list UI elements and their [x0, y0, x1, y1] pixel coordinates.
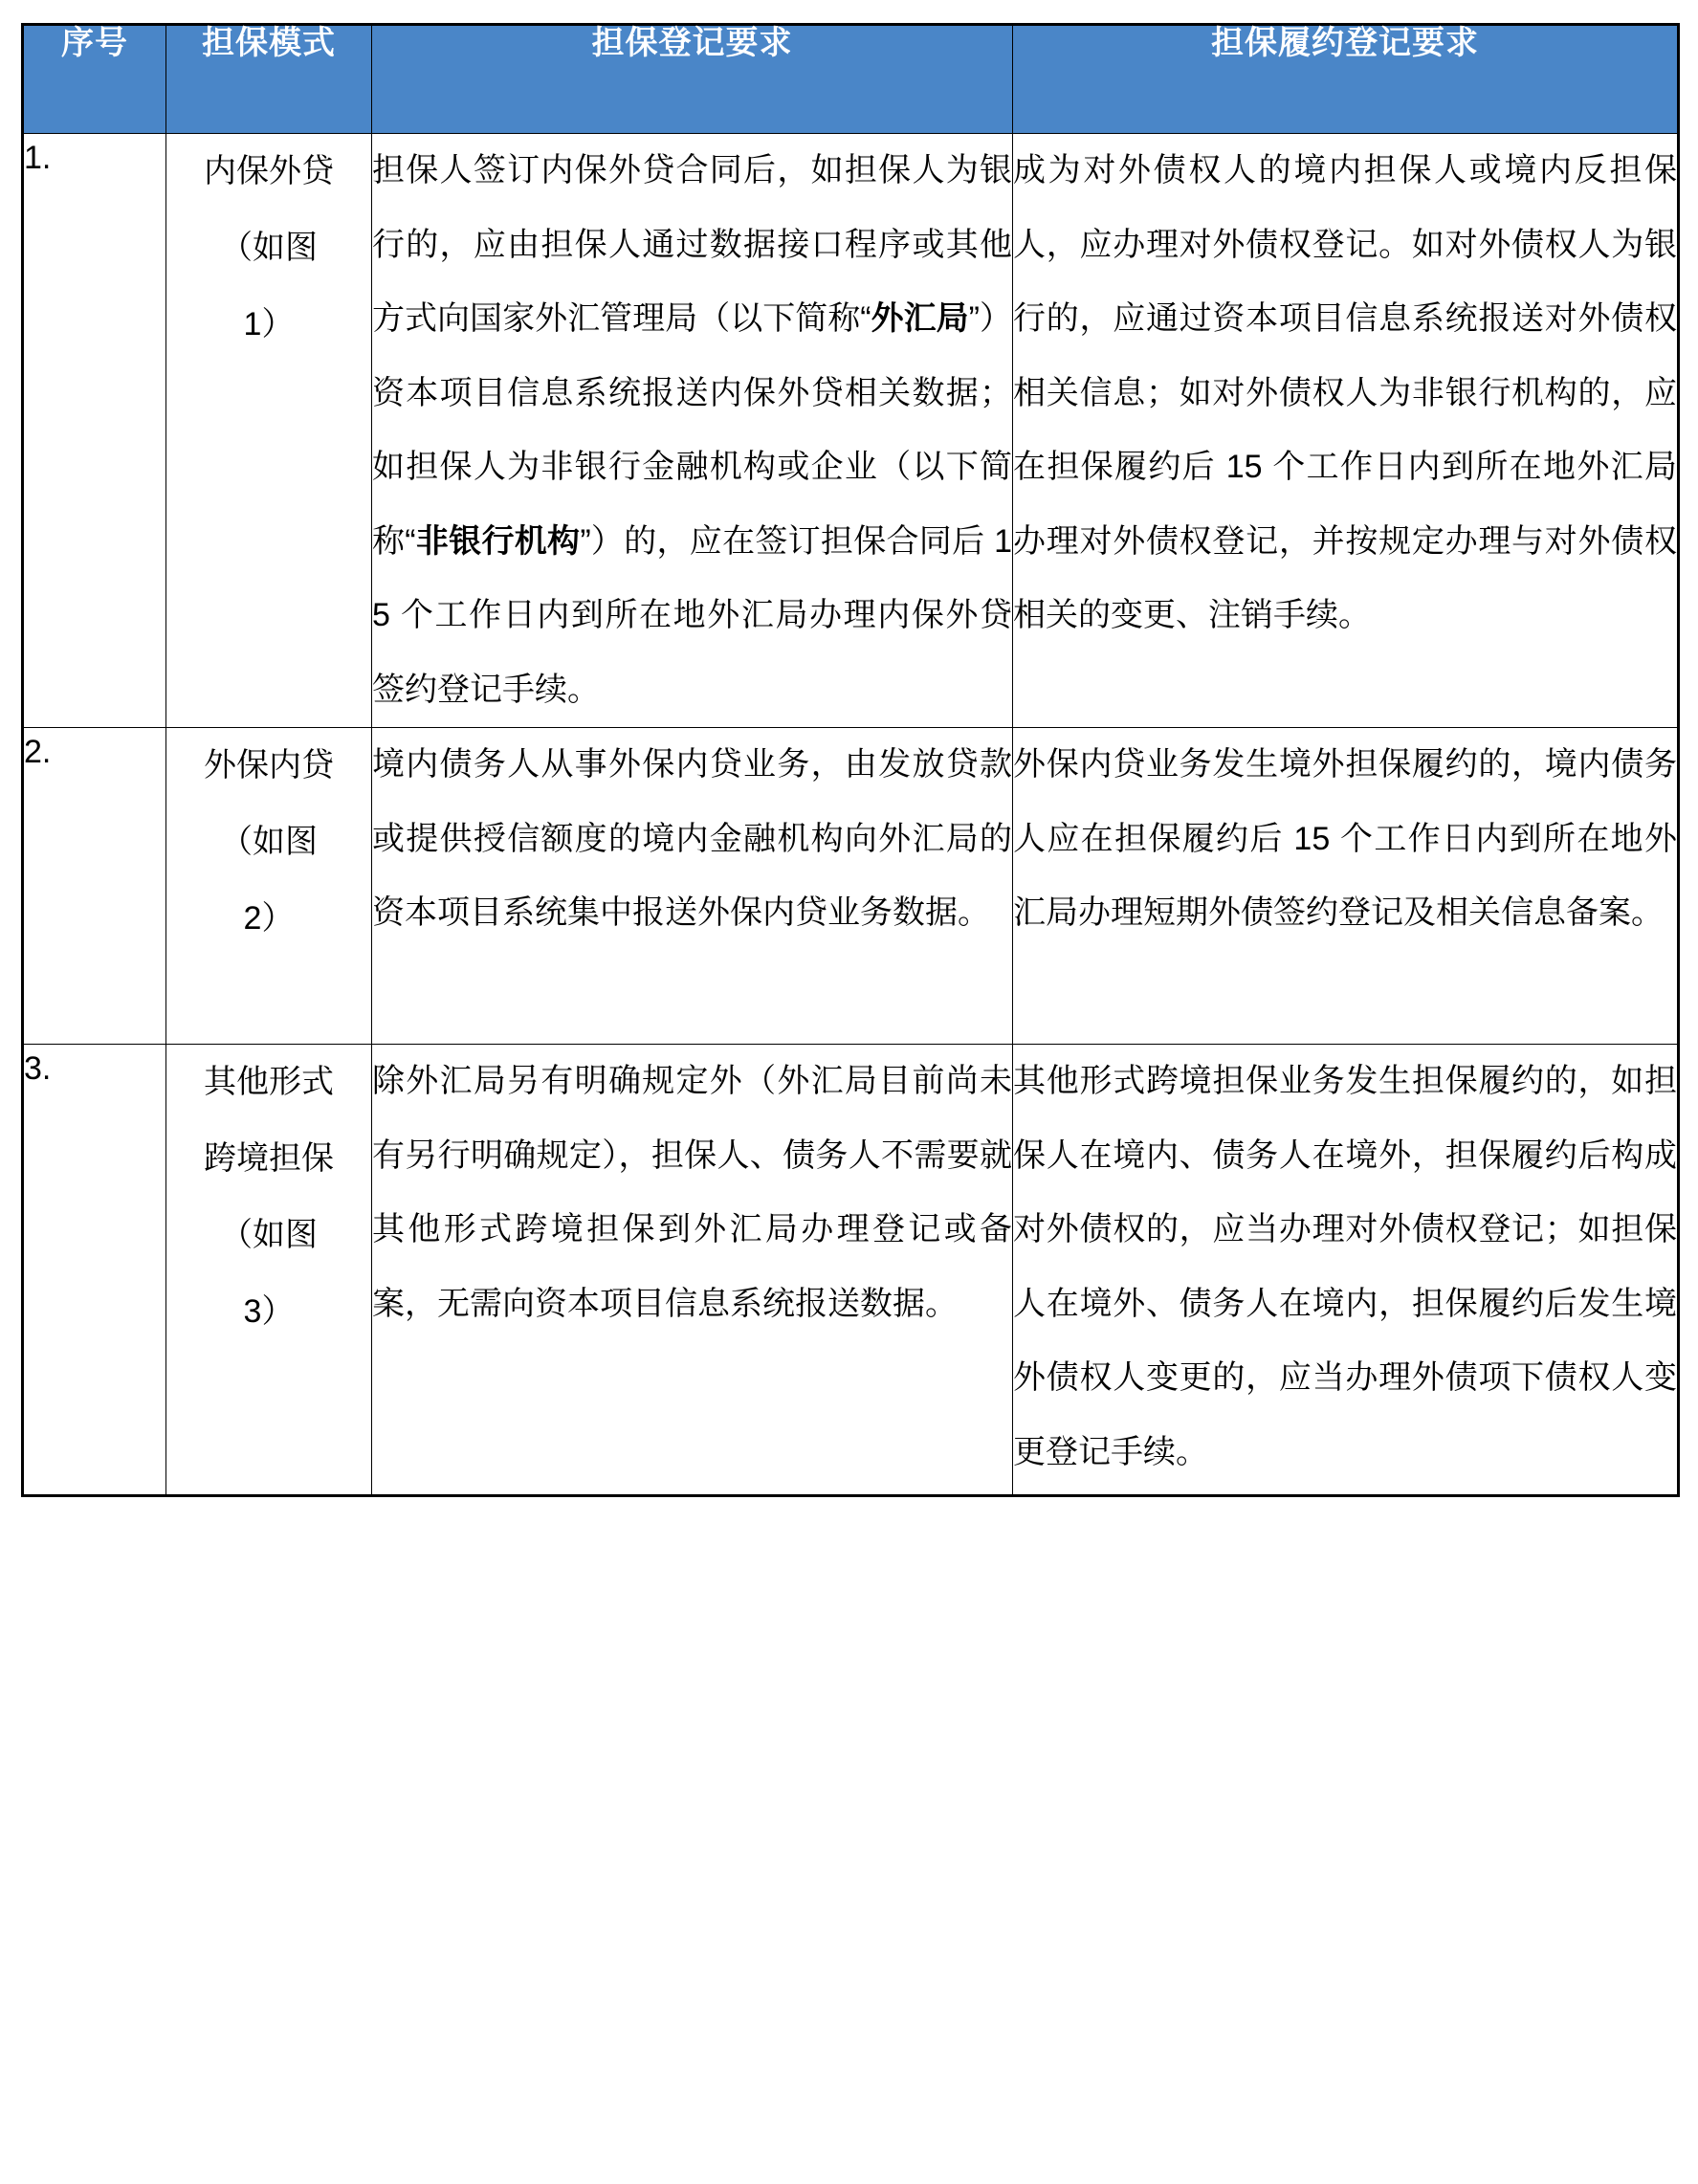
- registration-text-part-1: 担保人签订内保外贷合同后，如担保人为银行的，应由担保人通过数据接口程序或其他方式向国家外汇管理局（以下简称“: [372, 152, 1012, 338]
- cell-guarantee-mode: [166, 728, 372, 1045]
- mode-name: 其他形式: [204, 1064, 334, 1101]
- mode-name: 内保外贷: [204, 153, 334, 189]
- mode-name-continued: 跨境担保: [204, 1140, 334, 1178]
- performance-paragraph: 其他形式跨境担保业务发生担保履约的，如担保人在境内、债务人在境外，担保履约后构成对外债权的，应当办理对外债权登记；如担保人在境外、债务人在境内，担保履约后发生境外债权人变更的，应当办理外债项下债权人变更登记手续。: [1013, 1063, 1677, 1470]
- mode-name: 外保内贷: [204, 747, 334, 784]
- table-row: [23, 1045, 1679, 1496]
- performance-paragraph: 外保内贷业务发生境外担保履约的，境内债务人应在担保履约后 15 个工作日内到所在地外汇局办理短期外债签约登记及相关信息备案。: [1013, 746, 1677, 932]
- registration-text-part-3: ”）的，应在签订担保合同后 15 个工作日内到所在地外汇局办理内保外贷签约登记手续。: [372, 522, 1012, 708]
- cell-registration-requirement: [372, 134, 1013, 728]
- mode-figure-ref-open: （如图: [220, 824, 318, 861]
- table-row: [23, 728, 1679, 1045]
- mode-figure-ref-open: （如图: [220, 1216, 318, 1253]
- column-header-serial-number: [23, 25, 166, 134]
- registration-paragraph: 境内债务人从事外保内贷业务，由发放贷款或提供授信额度的境内金融机构向外汇局的资本项目系统集中报送外保内贷业务数据。: [372, 746, 1012, 932]
- column-header-performance-registration-requirement: [1013, 25, 1679, 134]
- cell-guarantee-mode: [166, 1045, 372, 1496]
- cell-registration-requirement: [372, 728, 1013, 1045]
- mode-figure-ref-open: （如图: [220, 229, 318, 266]
- cell-serial-number: 1.: [23, 134, 166, 728]
- registration-paragraph: 除外汇局另有明确规定外（外汇局目前尚未有另行明确规定），担保人、债务人不需要就其他形式跨境担保到外汇局办理登记或备案，无需向资本项目信息系统报送数据。: [372, 1063, 1012, 1322]
- cell-registration-requirement: [372, 1045, 1013, 1496]
- registration-emphasis-2: 非银行机构: [415, 522, 581, 560]
- cell-performance-registration-requirement: [1013, 134, 1679, 728]
- column-header-performance-registration-requirement-label: 担保履约登记要求: [1211, 25, 1479, 61]
- cell-performance-registration-requirement: [1013, 728, 1679, 1045]
- table-header: [23, 25, 1679, 134]
- column-header-registration-requirement: [372, 25, 1013, 134]
- cell-guarantee-mode: [166, 134, 372, 728]
- mode-figure-ref-close: 2）: [243, 899, 295, 937]
- registration-text-part-2: ”）资本项目信息系统报送内保外贷相关数据；如担保人为非银行金融机构或企业（以下简称“: [372, 300, 1013, 560]
- table-header-row: [23, 25, 1679, 134]
- table-body: [23, 134, 1679, 1496]
- mode-figure-ref-close: 3）: [243, 1292, 295, 1330]
- column-header-serial-number-label: 序号: [61, 25, 128, 61]
- cell-serial-number: 3.: [23, 1045, 166, 1496]
- registration-paragraph: [372, 134, 1012, 727]
- table-row: [23, 134, 1679, 728]
- registration-emphasis-1: 外汇局: [871, 300, 969, 338]
- column-header-guarantee-mode-label: 担保模式: [202, 25, 336, 61]
- performance-paragraph: 成为对外债权人的境内担保人或境内反担保人，应办理对外债权登记。如对外债权人为银行的，应通过资本项目信息系统报送对外债权相关信息；如对外债权人为非银行机构的，应在担保履约后 15 个工作日内到所在地外汇局办理对外债权登记，并按规定办理与对外债权相关的变更、注销手续。: [1013, 152, 1677, 634]
- column-header-guarantee-mode: [166, 25, 372, 134]
- cell-serial-number: 2.: [23, 728, 166, 1045]
- cross-border-guarantee-table: [21, 23, 1680, 1497]
- column-header-registration-requirement-label: 担保登记要求: [591, 25, 793, 61]
- mode-figure-ref-close: 1）: [243, 305, 295, 342]
- cell-performance-registration-requirement: [1013, 1045, 1679, 1496]
